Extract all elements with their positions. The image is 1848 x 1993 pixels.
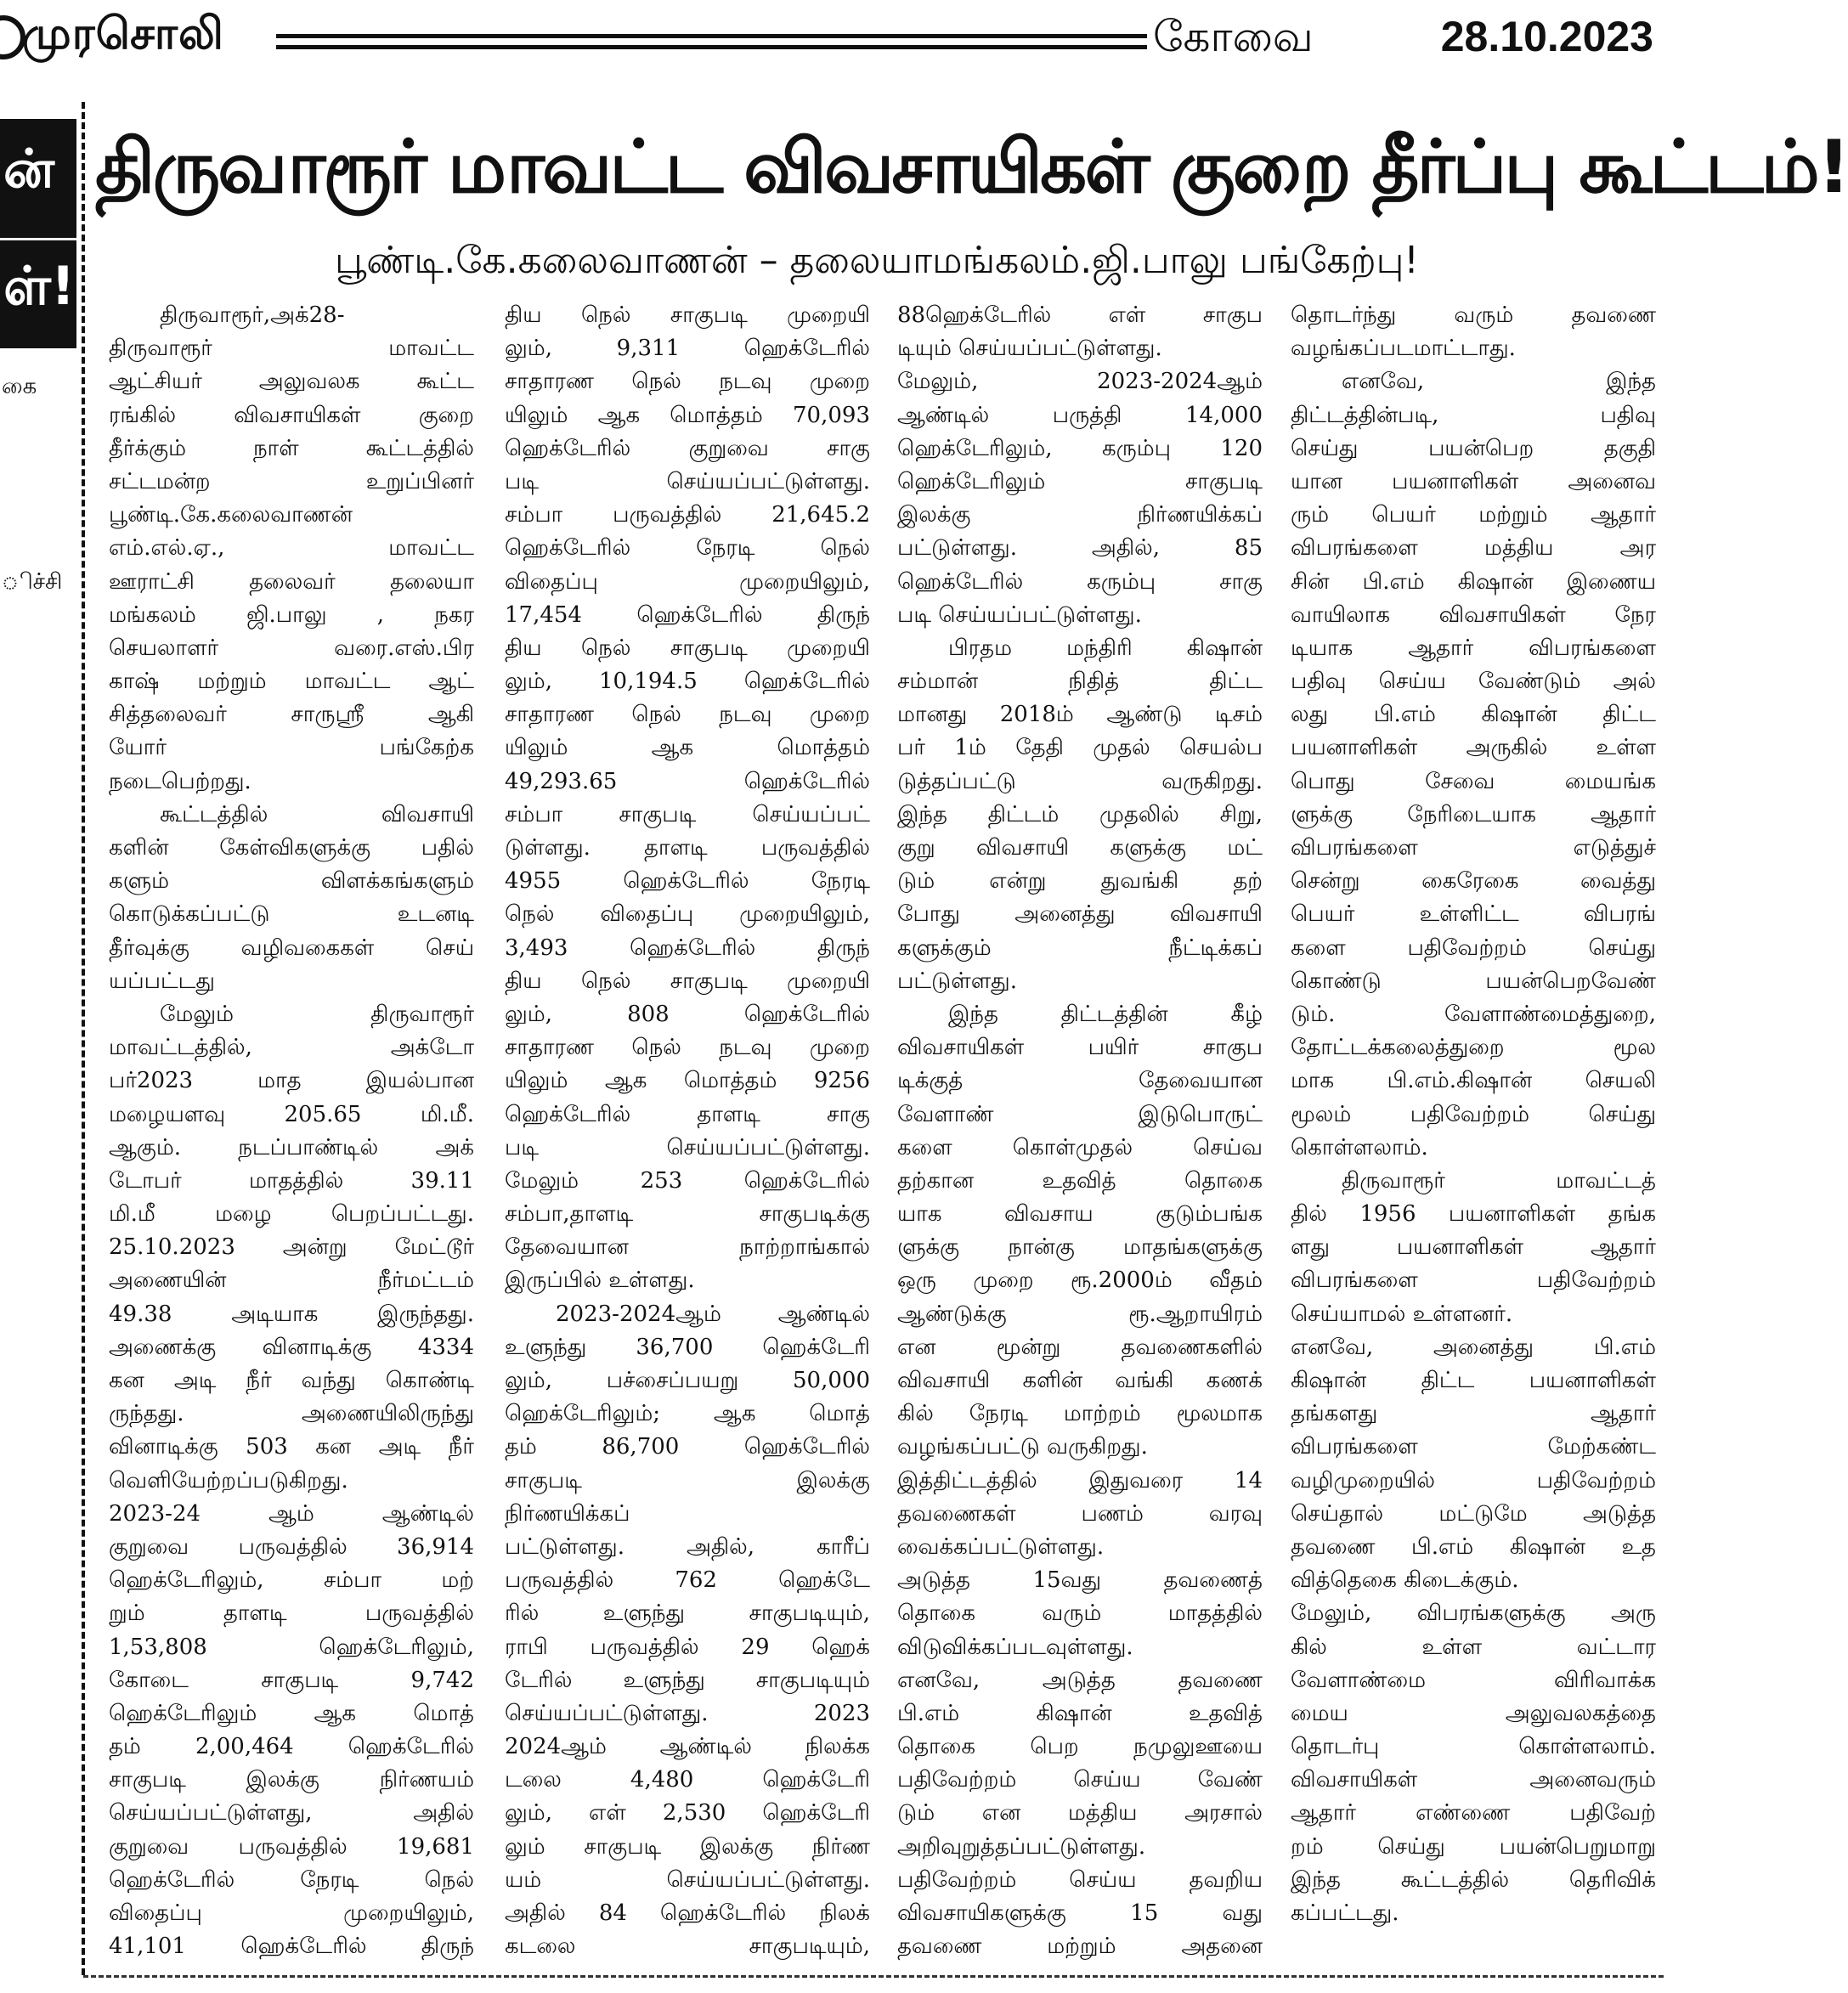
article-text-line: தொகை பெற நமுலுஊயை bbox=[897, 1734, 1263, 1760]
article-text-line: ளுக்கு நேரிடையாக ஆதார் bbox=[1291, 801, 1656, 827]
article-text-line: சம்பா,தாளடி சாகுபடிக்கு bbox=[505, 1201, 870, 1228]
article-text-line: டிக்குத் தேவையான bbox=[897, 1068, 1263, 1094]
article-text-line: அறிவுறுத்தப்பட்டுள்ளது. bbox=[897, 1833, 1146, 1860]
masthead-rule bbox=[276, 34, 1147, 38]
article-text-line: இந்த திட்டத்தின் கீழ் bbox=[948, 1001, 1263, 1027]
article-text-line: கோடை சாகுபடி 9,742 bbox=[109, 1667, 474, 1693]
article-text-line: படி செய்யப்பட்டுள்ளது. bbox=[897, 601, 1142, 628]
article-text-line: பட்டுள்ளது. bbox=[897, 968, 1017, 994]
article-text-line: தவணை பி.எம் கிஷான் உத bbox=[1291, 1533, 1656, 1560]
article-text-line: டும் என்று துவங்கி தற் bbox=[897, 868, 1263, 895]
article-text-line: மேலும், விபரங்களுக்கு அரு bbox=[1291, 1601, 1656, 1627]
article-text-line: ஆதார் எண்ணை பதிவேற் bbox=[1291, 1800, 1656, 1826]
neighbor-text-fragment: கை bbox=[2, 374, 37, 399]
article-text-line: விபரங்களை பதிவேற்றம் bbox=[1291, 1268, 1656, 1294]
article-text-line: மூலம் பதிவேற்றம் செய்து bbox=[1291, 1101, 1656, 1127]
article-text-line: கொடுக்கப்பட்டு உடனடி bbox=[109, 901, 474, 928]
article-text-line: யாக விவசாய குடும்பங்க bbox=[897, 1201, 1263, 1228]
neighbor-text-fragment: ிச்சி bbox=[2, 569, 63, 595]
article-text-line: விடுவிக்கப்படவுள்ளது. bbox=[897, 1634, 1133, 1660]
article-text-line: தீர்க்கும் நாள் கூட்டத்தில் bbox=[109, 435, 474, 461]
article-text-line: இந்த திட்டம் முதலில் சிறு, bbox=[897, 801, 1263, 827]
article-text-line: திய நெல் சாகுபடி முறையி bbox=[505, 635, 870, 661]
article-text-line: சம்பா பருவத்தில் 21,645.2 bbox=[505, 502, 870, 528]
masthead-rule bbox=[276, 45, 1147, 49]
article-text-line: டியாக ஆதார் விபரங்களை bbox=[1291, 635, 1656, 661]
article-text-line: காஷ் மற்றும் மாவட்ட ஆட் bbox=[109, 669, 474, 695]
article-text-line: தொடர்ந்து வரும் தவணை bbox=[1291, 302, 1656, 328]
article-text-line: பட்டுள்ளது. அதில், காரீப் bbox=[505, 1533, 870, 1560]
article-text-line: மேலும் 253 ஹெக்டேரில் bbox=[505, 1167, 870, 1194]
neighbor-headline-fragment: ன் bbox=[3, 138, 55, 200]
article-text-line: 1,53,808 ஹெக்டேரிலும், bbox=[109, 1634, 474, 1660]
article-text-line: ஹெக்டேரிலும், கரும்பு 120 bbox=[897, 435, 1263, 461]
article-text-line: சாகுபடி இலக்கு நிர்ணயம் bbox=[109, 1767, 474, 1793]
article-text-line: சாதாரண நெல் நடவு முறை bbox=[505, 1035, 870, 1061]
article-text-line: விவசாயிகளுக்கு 15 வது bbox=[897, 1900, 1263, 1926]
article-text-line: டுள்ளது. தாளடி பருவத்தில் bbox=[505, 835, 870, 861]
article-text-line: ஹெக்டேரில் தாளடி சாகு bbox=[505, 1101, 870, 1127]
article-text-line: டோபர் மாதத்தில் 39.11 bbox=[109, 1167, 474, 1194]
article-text-line: தம் 2,00,464 ஹெக்டேரில் bbox=[109, 1734, 474, 1760]
article-text-line: கூட்டத்தில் விவசாயி bbox=[160, 801, 474, 827]
article-text-line: சட்டமன்ற உறுப்பினர் bbox=[109, 468, 474, 494]
article-text-line: எனவே, அடுத்த தவணை bbox=[897, 1667, 1263, 1693]
article-text-line: களை கொள்முதல் செய்வ bbox=[897, 1134, 1263, 1160]
article-text-line: டேரில் உளுந்து சாகுபடியும் bbox=[505, 1667, 870, 1693]
article-text-line: மாவட்டத்தில், அக்டோ bbox=[109, 1035, 474, 1061]
article-text-line: இருப்பில் உள்ளது. bbox=[505, 1268, 695, 1294]
article-text-line: களுக்கும் நீட்டிக்கப் bbox=[897, 934, 1263, 961]
article-text-line: எனவே, அனைத்து பி.எம் bbox=[1291, 1334, 1656, 1360]
article-text-line: தீர்வுக்கு வழிவகைகள் செய் bbox=[109, 934, 474, 961]
article-text-line: திட்டத்தின்படி, பதிவு bbox=[1291, 402, 1656, 428]
article-text-line: யிலும் ஆக மொத்தம் bbox=[505, 735, 870, 761]
article-text-line: நிர்ணயிக்கப் bbox=[505, 1500, 630, 1527]
article-text-line: ஆட்சியர் அலுவலக கூட்ட bbox=[109, 369, 474, 395]
article-text-line: எம்.எல்.ஏ., மாவட்ட bbox=[109, 535, 474, 562]
article-text-line: வெளியேற்றப்படுகிறது. bbox=[109, 1467, 348, 1493]
article-text-line: பட்டுள்ளது. அதில், 85 bbox=[897, 535, 1263, 562]
article-subhead: பூண்டி.கே.கலைவாணன் – தலையாமங்கலம்.ஜி.பாலு பங்கேற்பு! bbox=[335, 239, 1419, 282]
issue-date: 28.10.2023 bbox=[1440, 13, 1653, 60]
article-text-line: அணைக்கு வினாடிக்கு 4334 bbox=[109, 1334, 474, 1360]
article-text-line: நெல் விதைப்பு முறையிலும், bbox=[505, 901, 870, 928]
article-text-line: டும் என மத்திய அரசால் bbox=[897, 1800, 1263, 1826]
article-text-line: பர்2023 மாத இயல்பான bbox=[109, 1068, 474, 1094]
article-text-line: பருவத்தில் 762 ஹெக்டே bbox=[505, 1567, 870, 1594]
article-text-line: ஊராட்சி தலைவர் தலையா bbox=[109, 568, 474, 595]
article-text-line: போது அனைத்து விவசாயி bbox=[897, 901, 1263, 928]
article-text-line: யோர் பங்கேற்க bbox=[109, 735, 474, 761]
article-text-line: விபரங்களை எடுத்துச் bbox=[1291, 835, 1656, 861]
masthead bbox=[0, 0, 1664, 82]
article-text-line: ரங்கில் விவசாயிகள் குறை bbox=[109, 402, 474, 428]
article-text-line: திருவாரூர்,அக்28- bbox=[160, 302, 345, 328]
article-text-line: விபரங்களை மேற்கண்ட bbox=[1291, 1434, 1656, 1460]
neighbor-headline-box bbox=[0, 119, 76, 348]
article-text-line: 2024ஆம் ஆண்டில் நிலக்க bbox=[505, 1734, 870, 1760]
article-text-line: செய்தால் மட்டுமே அடுத்த bbox=[1291, 1500, 1656, 1527]
article-text-line: லும் சாகுபடி இலக்கு நிர்ண bbox=[505, 1833, 870, 1860]
article-text-line: இந்த கூட்டத்தில் தெரிவிக் bbox=[1291, 1866, 1656, 1893]
article-text-line: ஹெக்டேரில் கரும்பு சாகு bbox=[897, 568, 1263, 595]
article-text-line: 88ஹெக்டேரில் எள் சாகுப bbox=[897, 302, 1263, 328]
article-text-line: விதைப்பு முறையிலும், bbox=[505, 568, 870, 595]
article-text-line: ராபி பருவத்தில் 29 ஹெக் bbox=[505, 1634, 870, 1660]
article-text-line: சாகுபடி இலக்கு bbox=[505, 1467, 870, 1493]
article-text-line: கொண்டு பயன்பெறவேண் bbox=[1291, 968, 1656, 994]
article-text-line: விவசாயி களின் வங்கி கணக் bbox=[897, 1368, 1263, 1393]
article-text-line: செய்யப்பட்டுள்ளது. 2023 bbox=[505, 1700, 870, 1726]
article-text-line: மாக பி.எம்.கிஷான் செயலி bbox=[1291, 1068, 1656, 1094]
article-text-line: யான பயனாளிகள் அனைவ bbox=[1291, 468, 1656, 494]
article-text-line: அதில் 84 ஹெக்டேரில் நிலக் bbox=[505, 1900, 870, 1926]
article-text-line: பர் 1ம் தேதி முதல் செயல்ப bbox=[897, 735, 1263, 761]
article-text-line: தில் 1956 பயனாளிகள் தங்க bbox=[1291, 1201, 1656, 1228]
article-text-line: விபரங்களை மத்திய அர bbox=[1291, 535, 1656, 562]
article-text-line: செய்யாமல் உள்ளனர். bbox=[1291, 1301, 1513, 1327]
article-text-line: ரில் உளுந்து சாகுபடியும், bbox=[505, 1601, 870, 1627]
article-text-line: தம் 86,700 ஹெக்டேரில் bbox=[505, 1434, 870, 1460]
article-text-line: விவசாயிகள் பயிர் சாகுப bbox=[897, 1035, 1263, 1061]
article-text-line: ருந்தது. அணையிலிருந்து bbox=[109, 1401, 474, 1427]
article-text-line: சென்று கைரேகை வைத்து bbox=[1291, 868, 1656, 895]
article-text-line: படி செய்யப்பட்டுள்ளது. bbox=[505, 468, 870, 494]
article-text-line: 49,293.65 ஹெக்டேரில் bbox=[505, 768, 870, 794]
article-text-line: லும், 10,194.5 ஹெக்டேரில் bbox=[505, 669, 870, 695]
article-text-line: மங்கலம் ஜி.பாலு , நகர bbox=[109, 601, 474, 628]
article-text-line: சித்தலைவர் சாருஸ்ரீ ஆகி bbox=[109, 702, 474, 728]
article-text-line: அணையின் நீர்மட்டம் bbox=[109, 1268, 474, 1294]
article-text-line: தற்கான உதவித் தொகை bbox=[897, 1167, 1263, 1194]
article-text-line: வழிமுறையில் பதிவேற்றம் bbox=[1291, 1467, 1656, 1493]
article-text-line: பெயர் உள்ளிட்ட விபரங் bbox=[1291, 901, 1656, 928]
article-text-line: யம் செய்யப்பட்டுள்ளது. bbox=[505, 1866, 870, 1893]
article-text-line: திருவாரூர் மாவட்டத் bbox=[1342, 1167, 1656, 1194]
article-text-line: குறுவை பருவத்தில் 36,914 bbox=[109, 1533, 474, 1560]
article-text-line: லும், 808 ஹெக்டேரில் bbox=[505, 1001, 870, 1027]
article-text-line: டலை 4,480 ஹெக்டேரி bbox=[505, 1767, 870, 1793]
article-text-line: ளது பயனாளிகள் ஆதார் bbox=[1291, 1234, 1656, 1261]
article-text-line: அடுத்த 15வது தவணைத் bbox=[897, 1567, 1263, 1594]
article-column-1 bbox=[109, 299, 474, 1971]
article-text-line: என மூன்று தவணைகளில் bbox=[897, 1334, 1263, 1360]
article-text-line: திய நெல் சாகுபடி முறையி bbox=[505, 968, 870, 994]
article-text-line: தவணைகள் பணம் வரவு bbox=[897, 1500, 1263, 1527]
article-text-line: ஆண்டுக்கு ரூ.ஆறாயிரம் bbox=[897, 1301, 1263, 1327]
article-text-line: 25.10.2023 அன்று மேட்டூர் bbox=[109, 1234, 474, 1261]
article-text-line: திய நெல் சாகுபடி முறையி bbox=[505, 302, 870, 328]
article-text-line: சாதாரண நெல் நடவு முறை bbox=[505, 369, 870, 395]
article-text-line: வைக்கப்பட்டுள்ளது. bbox=[897, 1533, 1105, 1560]
article-text-line: மேலும் திருவாரூர் bbox=[160, 1001, 474, 1027]
article-text-line: ஒரு முறை ரூ.2000ம் வீதம் bbox=[897, 1268, 1263, 1294]
bottom-divider bbox=[83, 1975, 1664, 1978]
article-text-line: கப்பட்டது. bbox=[1291, 1900, 1399, 1926]
article-text-line: வாயிலாக விவசாயிகள் நேர bbox=[1291, 601, 1656, 628]
article-text-line: யிலும் ஆக மொத்தம் 70,093 bbox=[505, 402, 870, 428]
article-text-line: வழங்கப்படமாட்டாது. bbox=[1291, 336, 1516, 362]
article-text-line: இத்திட்டத்தில் இதுவரை 14 bbox=[897, 1467, 1263, 1493]
article-text-line: ஆண்டில் பருத்தி 14,000 bbox=[897, 402, 1263, 428]
article-text-line: நடைபெற்றது. bbox=[109, 768, 251, 794]
article-column-4 bbox=[1291, 299, 1656, 1971]
article-headline: திருவாரூர் மாவட்ட விவசாயிகள் குறை தீர்ப்பு கூட்டம்! bbox=[95, 125, 1848, 210]
article-text-line: செயலாளர் வரை.எஸ்.பிர bbox=[109, 635, 474, 661]
article-text-line: ஹெக்டேரிலும் சாகுபடி bbox=[897, 468, 1263, 494]
article-text-line: குறுவை பருவத்தில் 19,681 bbox=[109, 1833, 474, 1860]
article-text-line: தவணை மற்றும் அதனை bbox=[897, 1934, 1263, 1960]
article-text-line: 3,493 ஹெக்டேரில் திருந் bbox=[505, 934, 870, 961]
article-text-line: டுத்தப்பட்டு வருகிறது. bbox=[897, 768, 1263, 794]
article-text-line: ரும் பெயர் மற்றும் ஆதார் bbox=[1291, 502, 1656, 528]
article-text-line: ஹெக்டேரிலும், சம்பா மற் bbox=[109, 1567, 474, 1594]
article-text-line: 2023-2024ஆம் ஆண்டில் bbox=[556, 1301, 870, 1327]
article-text-line: பதிவேற்றம் செய்ய வேண் bbox=[897, 1767, 1263, 1793]
article-text-line: களை பதிவேற்றம் செய்து bbox=[1291, 934, 1656, 961]
neighbor-headline-fragment: ள்! bbox=[3, 255, 76, 317]
article-text-line: மேலும், 2023-2024ஆம் bbox=[897, 369, 1263, 395]
article-text-line: களும் விளக்கங்களும் bbox=[109, 868, 474, 895]
article-text-line: எனவே, இந்த bbox=[1342, 369, 1656, 395]
article-text-line: தொடர்பு கொள்ளலாம். bbox=[1291, 1734, 1656, 1760]
article-text-line: டியும் செய்யப்பட்டுள்ளது. bbox=[897, 336, 1162, 362]
article-text-line: தொகை வரும் மாதத்தில் bbox=[897, 1601, 1263, 1627]
article-text-line: 17,454 ஹெக்டேரில் திருந் bbox=[505, 601, 870, 628]
article-text-line: படி செய்யப்பட்டுள்ளது. bbox=[505, 1134, 870, 1160]
article-text-line: செய்யப்பட்டுள்ளது, அதில் bbox=[109, 1800, 474, 1826]
article-text-line: டும். வேளாண்மைத்துறை, bbox=[1291, 1001, 1656, 1027]
article-text-line: பி.எம் கிஷான் உதவித் bbox=[897, 1700, 1263, 1726]
article-text-line: கில் நேரடி மாற்றம் மூலமாக bbox=[897, 1401, 1263, 1427]
neighbor-article-edge bbox=[0, 119, 78, 1993]
article-text-line: தங்களது ஆதார் bbox=[1291, 1401, 1656, 1427]
article-text-line: மைய அலுவலகத்தை bbox=[1291, 1700, 1656, 1726]
article-text-line: கொள்ளலாம். bbox=[1291, 1134, 1428, 1160]
article-text-line: மானது 2018ம் ஆண்டு டிசம் bbox=[897, 702, 1263, 728]
article-text-line: ஆகும். நடப்பாண்டில் அக் bbox=[109, 1134, 474, 1160]
article-text-line: உளுந்து 36,700 ஹெக்டேரி bbox=[505, 1334, 870, 1360]
article-column-3 bbox=[897, 299, 1263, 1971]
article-text-line: வேளாண்மை விரிவாக்க bbox=[1291, 1667, 1656, 1693]
article-text-line: கன அடி நீர் வந்து கொண்டி bbox=[109, 1368, 474, 1393]
article-column-2 bbox=[505, 299, 870, 1971]
article-text-line: களின் கேள்விகளுக்கு பதில் bbox=[109, 835, 474, 861]
article-text-line: விதைப்பு முறையிலும், bbox=[109, 1900, 474, 1926]
article-text-line: ஹெக்டேரில் நேரடி நெல் bbox=[109, 1866, 474, 1893]
article-text-line: கில் உள்ள வட்டார bbox=[1291, 1634, 1656, 1660]
article-text-line: தேவையான நாற்றாங்கால் bbox=[505, 1234, 870, 1261]
article-text-line: 41,101 ஹெக்டேரில் திருந் bbox=[109, 1934, 474, 1960]
newspaper-name: முரசொலி bbox=[22, 8, 224, 59]
article-text-line: பதிவேற்றம் செய்ய தவறிய bbox=[897, 1866, 1263, 1893]
neighbor-headline-separator bbox=[0, 238, 76, 240]
article-text-line: யிலும் ஆக மொத்தம் 9256 bbox=[505, 1068, 870, 1094]
article-text-line: மழையளவு 205.65 மி.மீ. bbox=[109, 1101, 474, 1127]
article-text-line: வேளாண் இடுபொருட் bbox=[897, 1101, 1263, 1127]
edition-name: கோவை bbox=[1153, 12, 1314, 61]
article-text-line: ஹெக்டேரில் குறுவை சாகு bbox=[505, 435, 870, 461]
article-text-line: பதிவு செய்ய வேண்டும் அல் bbox=[1291, 669, 1656, 695]
article-text-line: மி.மீ மழை பெறப்பட்டது. bbox=[109, 1201, 474, 1228]
article-text-line: பொது சேவை மையங்க bbox=[1291, 768, 1656, 794]
article-text-line: பயனாளிகள் அருகில் உள்ள bbox=[1291, 735, 1656, 761]
article-text-line: ஹெக்டேரிலும் ஆக மொத் bbox=[109, 1700, 474, 1726]
article-text-line: வழங்கப்பட்டு வருகிறது. bbox=[897, 1434, 1148, 1460]
article-text-line: லும், எள் 2,530 ஹெக்டேரி bbox=[505, 1800, 870, 1826]
article-text-line: றும் தாளடி பருவத்தில் bbox=[109, 1601, 474, 1627]
column-divider bbox=[82, 102, 85, 1975]
article-text-line: பூண்டி.கே.கலைவாணன் bbox=[109, 502, 353, 528]
article-text-line: சின் பி.எம் கிஷான் இணைய bbox=[1291, 568, 1656, 595]
article-text-line: தோட்டக்கலைத்துறை மூல bbox=[1291, 1035, 1656, 1061]
article-text-line: சம்மான் நிதித் திட்ட bbox=[897, 669, 1263, 695]
article-text-line: ஹெக்டேரில் நேரடி நெல் bbox=[505, 535, 870, 562]
article-text-line: லும், 9,311 ஹெக்டேரில் bbox=[505, 336, 870, 362]
article-text-line: சம்பா சாகுபடி செய்யப்பட் bbox=[505, 801, 870, 827]
article-text-line: திருவாரூர் மாவட்ட bbox=[109, 336, 474, 362]
article-text-line: வித்தெகை கிடைக்கும். bbox=[1291, 1567, 1519, 1594]
article-text-line: விவசாயிகள் அனைவரும் bbox=[1291, 1767, 1656, 1793]
article-text-line: ளுக்கு நான்கு மாதங்களுக்கு bbox=[897, 1234, 1263, 1261]
article-text-line: றம் செய்து பயன்பெறுமாறு bbox=[1291, 1833, 1656, 1860]
article-text-line: யப்பட்டது bbox=[109, 968, 215, 994]
article-text-line: 4955 ஹெக்டேரில் நேரடி bbox=[505, 868, 870, 895]
article-text-line: குறு விவசாயி களுக்கு மட் bbox=[897, 835, 1263, 861]
article-text-line: சாதாரண நெல் நடவு முறை bbox=[505, 702, 870, 728]
article-text-line: செய்து பயன்பெற தகுதி bbox=[1291, 435, 1656, 461]
article-text-line: லது பி.எம் கிஷான் திட்ட bbox=[1291, 702, 1656, 728]
article-text-line: கிஷான் திட்ட பயனாளிகள் bbox=[1291, 1368, 1656, 1393]
article-text-line: இலக்கு நிர்ணயிக்கப் bbox=[897, 502, 1263, 528]
article-text-line: பிரதம மந்திரி கிஷான் bbox=[948, 635, 1263, 661]
article-text-line: லும், பச்சைப்பயறு 50,000 bbox=[505, 1368, 870, 1393]
article-text-line: ஹெக்டேரிலும்; ஆக மொத் bbox=[505, 1401, 870, 1427]
article-text-line: கடலை சாகுபடியும், bbox=[505, 1934, 870, 1960]
article-text-line: வினாடிக்கு 503 கன அடி நீர் bbox=[109, 1434, 474, 1460]
article-text-line: 49.38 அடியாக இருந்தது. bbox=[109, 1301, 474, 1327]
article-text-line: 2023-24 ஆம் ஆண்டில் bbox=[109, 1500, 474, 1527]
